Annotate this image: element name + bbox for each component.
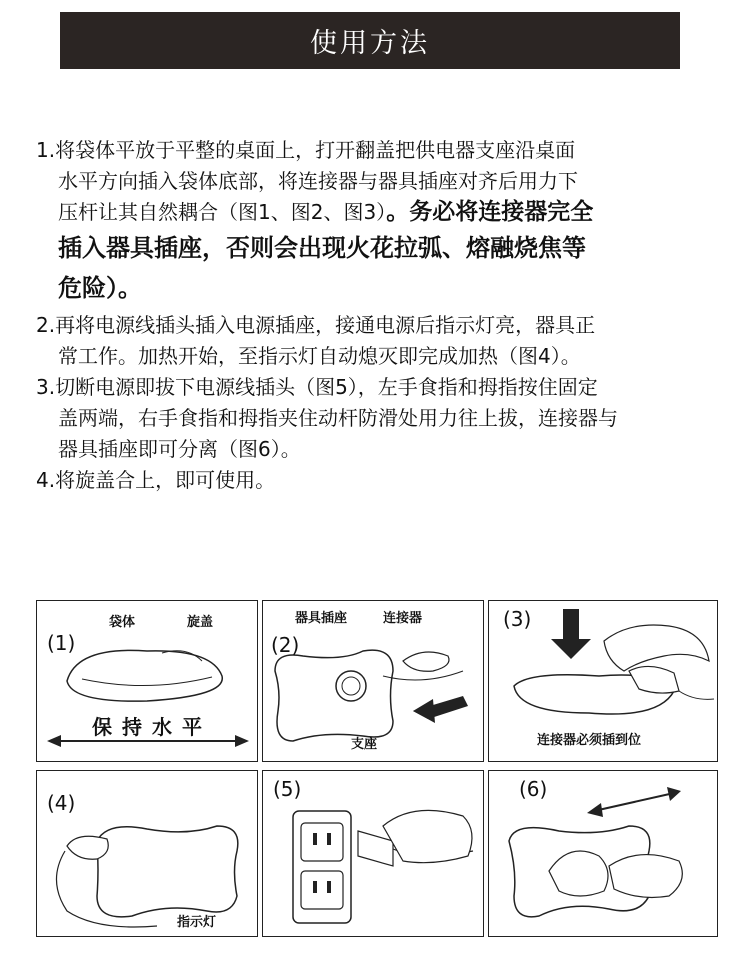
figure-2-number: (2) bbox=[271, 633, 300, 657]
step-1-line-3a: 压杆让其自然耦合（图1、图2、图3） bbox=[58, 200, 387, 224]
step-4-line-1: 4.将旋盖合上，即可使用。 bbox=[36, 468, 276, 492]
step-1-warning: 插入器具插座，否则会出现火花拉弧、熔融烧焦等 bbox=[58, 234, 586, 262]
figure-1-keep-level: 保持水平 bbox=[92, 715, 212, 739]
figure-3-panel bbox=[488, 600, 718, 762]
step-2-line-2: 常工作。加热开始，至指示灯自动熄灭即完成加热（图4）。 bbox=[58, 344, 581, 368]
figure-4-indicator-label: 指示灯 bbox=[177, 915, 217, 930]
figure-1-panel bbox=[36, 600, 258, 762]
figure-2-stand-label: 支座 bbox=[351, 737, 378, 752]
figure-1-cap-label: 旋盖 bbox=[187, 615, 214, 630]
figure-6-number: (6) bbox=[519, 777, 548, 801]
figure-6-panel bbox=[488, 770, 718, 937]
step-2-line-1: 2.再将电源线插头插入电源插座，接通电源后指示灯亮，器具正 bbox=[36, 313, 596, 337]
figure-3-number: (3) bbox=[503, 607, 532, 631]
figure-1-number: (1) bbox=[47, 631, 76, 655]
figure-1-bag-label: 袋体 bbox=[109, 615, 136, 630]
step-3-line-1: 3.切断电源即拔下电源线插头（图5），左手食指和拇指按住固定 bbox=[36, 375, 598, 399]
figure-4-number: (4) bbox=[47, 791, 76, 815]
figure-4-panel bbox=[36, 770, 258, 937]
figure-2-connector-label: 连接器 bbox=[383, 611, 423, 626]
page-title: 使用方法 bbox=[60, 12, 680, 69]
step-1-line-2: 水平方向插入袋体底部，将连接器与器具插座对齐后用力下 bbox=[58, 169, 578, 193]
figure-3-note: 连接器必须插到位 bbox=[537, 733, 642, 748]
step-1-line-3b: 。务必将连接器完全 bbox=[386, 199, 594, 225]
step-1-line-3 bbox=[36, 197, 746, 228]
step-1-line-1: 1.将袋体平放于平整的桌面上，打开翻盖把供电器支座沿桌面 bbox=[36, 138, 576, 162]
figure-5-panel bbox=[262, 770, 484, 937]
instructions bbox=[36, 135, 746, 496]
step-3-line-3: 器具插座即可分离（图6）。 bbox=[58, 437, 301, 461]
figure-2-socket-label: 器具插座 bbox=[295, 611, 348, 626]
step-1-warning-end: 危险）。 bbox=[58, 274, 142, 302]
figure-5-number: (5) bbox=[273, 777, 302, 801]
figure-2-panel bbox=[262, 600, 484, 762]
step-3-line-2: 盖两端，右手食指和拇指夹住动杆防滑处用力往上拔，连接器与 bbox=[58, 406, 618, 430]
